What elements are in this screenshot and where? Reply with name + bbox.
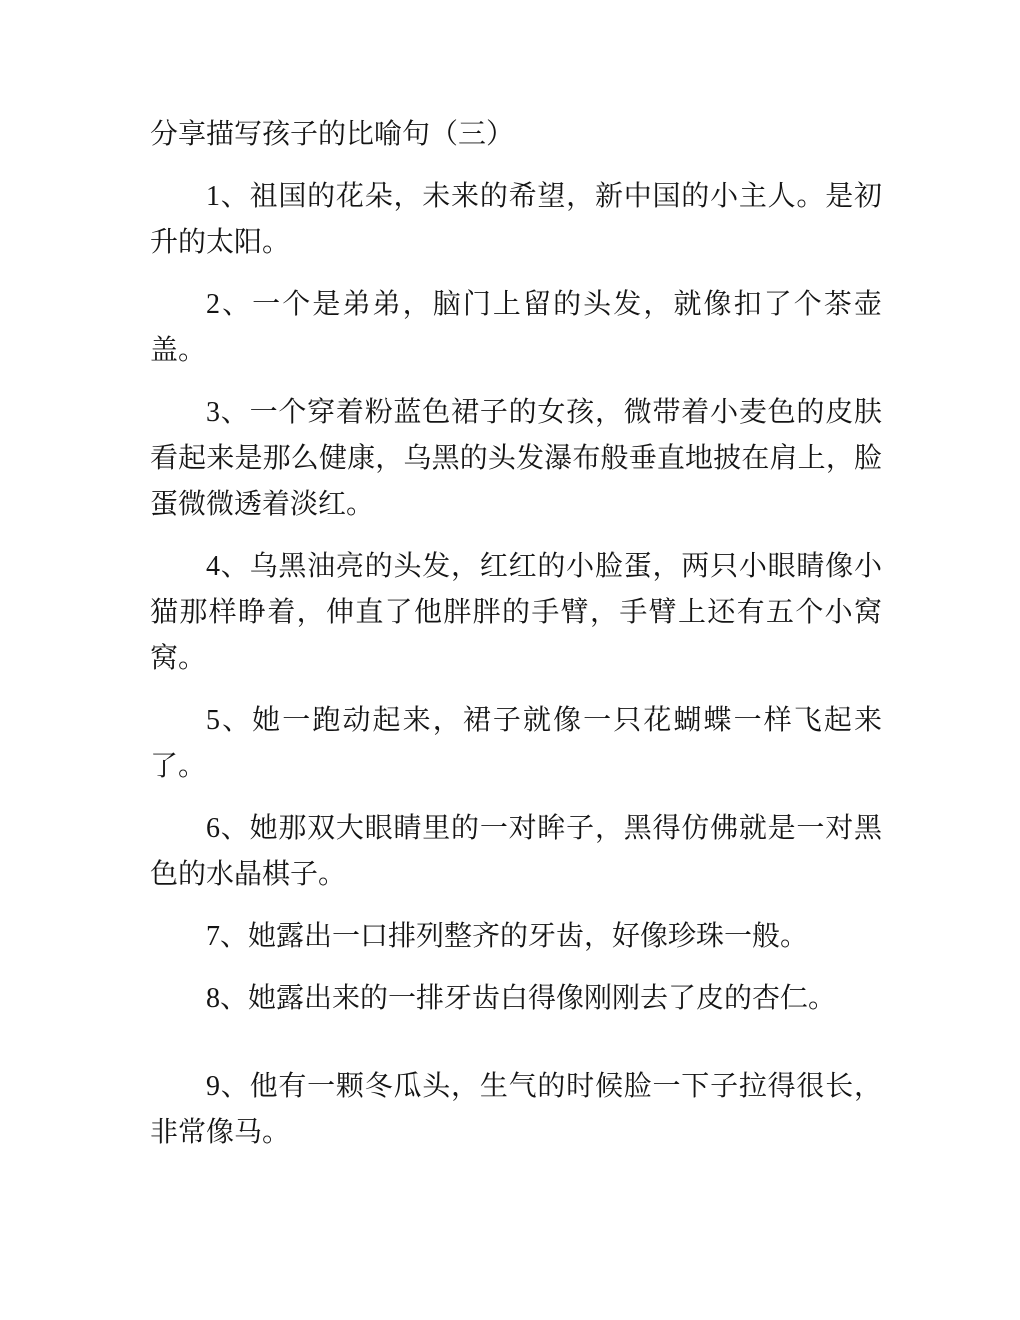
simile-item-6: 6、她那双大眼睛里的一对眸子，黑得仿佛就是一对黑色的水晶棋子。 [150, 813, 882, 890]
simile-item-2: 2、一个是弟弟，脑门上留的头发，就像扣了个茶壶盖。 [150, 289, 882, 366]
simile-item-4: 4、乌黑油亮的头发，红红的小脸蛋，两只小眼睛像小猫那样睁着，伸直了他胖胖的手臂，手臂上还有五个小窝窝。 [150, 551, 882, 674]
simile-item-9: 9、他有一颗冬瓜头，生气的时候脸一下子拉得很长，非常像马。 [150, 1071, 882, 1148]
simile-item-1: 1、祖国的花朵，未来的希望，新中国的小主人。是初升的太阳。 [150, 181, 882, 258]
simile-item-8: 8、她露出来的一排牙齿白得像刚刚去了皮的杏仁。 [206, 983, 837, 1014]
simile-item-3: 3、一个穿着粉蓝色裙子的女孩，微带着小麦色的皮肤看起来是那么健康，乌黑的头发瀑布般垂直地披在肩上，脸蛋微微透着淡红。 [150, 397, 882, 520]
simile-item-7: 7、她露出一口排列整齐的牙齿，好像珍珠一般。 [206, 921, 809, 952]
simile-item-5: 5、她一跑动起来，裙子就像一只花蝴蝶一样飞起来了。 [150, 705, 882, 782]
document-title: 分享描写孩子的比喻句（三） [150, 119, 515, 150]
